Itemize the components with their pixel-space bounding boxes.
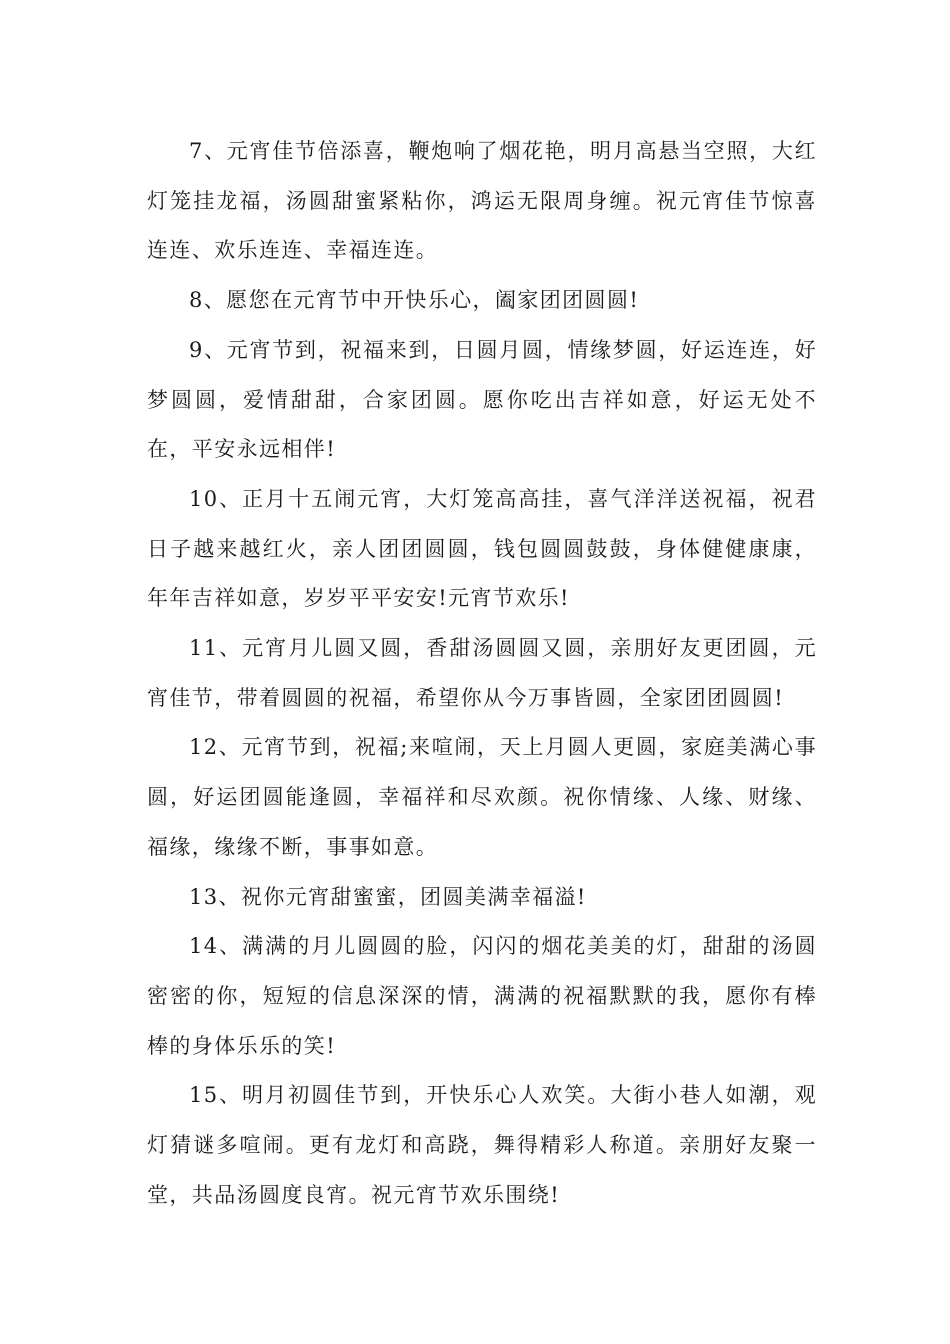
paragraph-11: 11、元宵月儿圆又圆，香甜汤圆圆又圆，亲朋好友更团圆，元宵佳节，带着圆圆的祝福，希望你从今万事皆圆，全家团团圆圆! — [147, 636, 817, 710]
paragraph-12: 12、元宵节到，祝福;来喧闹，天上月圆人更圆，家庭美满心事圆，好运团圆能逢圆，幸福祥和尽欢颜。祝你情缘、人缘、财缘、福缘，缘缘不断，事事如意。 — [147, 735, 817, 859]
paragraph-14: 14、满满的月儿圆圆的脸，闪闪的烟花美美的灯，甜甜的汤圆密密的你，短短的信息深深的情，满满的祝福默默的我，愿你有棒棒的身体乐乐的笑! — [147, 934, 817, 1058]
paragraph-7: 7、元宵佳节倍添喜，鞭炮响了烟花艳，明月高悬当空照，大红灯笼挂龙福，汤圆甜蜜紧粘你，鸿运无限周身缠。祝元宵佳节惊喜连连、欢乐连连、幸福连连。 — [147, 139, 817, 263]
paragraph-8: 8、愿您在元宵节中开快乐心，阖家团团圆圆! — [189, 288, 640, 313]
paragraph-13: 13、祝你元宵甜蜜蜜，团圆美满幸福溢! — [189, 884, 587, 909]
paragraph-15: 15、明月初圆佳节到，开快乐心人欢笑。大街小巷人如潮，观灯猜谜多喧闹。更有龙灯和高跷，舞得精彩人称道。亲朋好友聚一堂，共品汤圆度良宵。祝元宵节欢乐围绕! — [147, 1083, 817, 1207]
document-body — [147, 127, 817, 1220]
paragraph-9: 9、元宵节到，祝福来到，日圆月圆，情缘梦圆，好运连连，好梦圆圆，爱情甜甜，合家团圆。愿你吃出吉祥如意，好运无处不在，平安永远相伴! — [147, 337, 817, 462]
paragraph-10: 10、正月十五闹元宵，大灯笼高高挂，喜气洋洋送祝福，祝君日子越来越红火，亲人团团圆圆，钱包圆圆鼓鼓，身体健健康康，年年吉祥如意，岁岁平平安安!元宵节欢乐! — [147, 486, 817, 611]
